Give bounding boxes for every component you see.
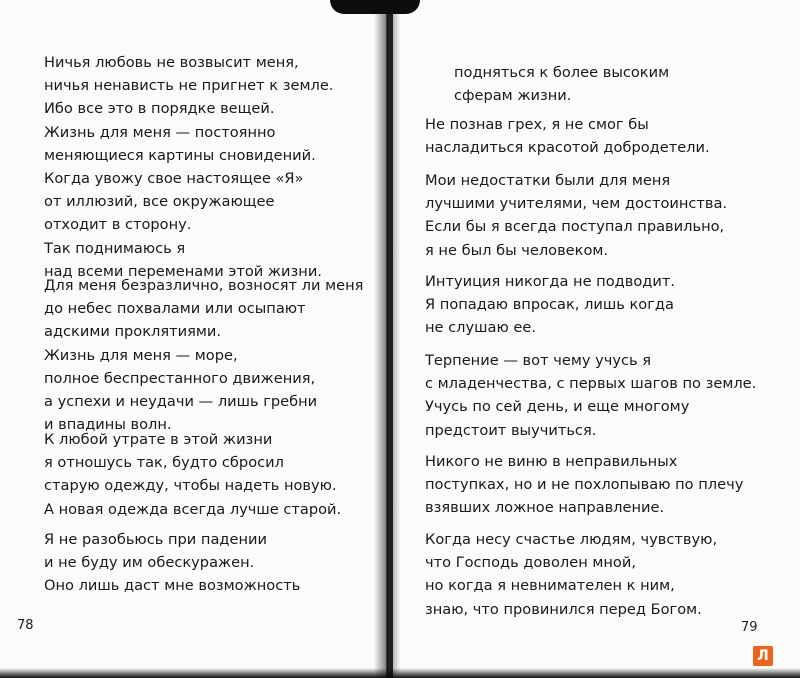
right-stanza	[425, 113, 710, 159]
poem-line: Жизнь для меня — постоянно	[44, 123, 276, 141]
poem-line: и впадины волн.	[44, 416, 172, 434]
right-stanza	[425, 270, 675, 340]
right-stanza	[454, 61, 669, 107]
poem-line: Интуиция никогда не подводит.	[425, 273, 675, 290]
poem-line: что Господь доволен мной,	[425, 554, 636, 572]
poem-line: с младенчества, с первых шагов по земле.	[425, 375, 757, 393]
poem-line: Терпение — вот чему учусь я	[425, 352, 652, 369]
poem-line: Никого не виню в неправильных	[425, 453, 678, 470]
right-stanza	[425, 450, 743, 520]
poem-line: К любой утрате в этой жизни	[44, 431, 273, 448]
poem-line: Если бы я всегда поступал правильно,	[425, 218, 725, 236]
page-number: 78	[17, 618, 34, 633]
poem-line: адскими проклятиями.	[44, 323, 222, 341]
left-stanza	[44, 51, 333, 283]
right-stanza	[425, 169, 727, 262]
left-page	[0, 0, 387, 678]
poem-line: взявших ложное направление.	[425, 499, 665, 517]
poem-line: от иллюзий, все окружающее	[44, 193, 275, 211]
poem-line: Так поднимаюсь я	[44, 239, 186, 257]
poem-line: меняющиеся картины сновидений.	[44, 146, 316, 164]
poem-line: Жизнь для меня — море,	[44, 346, 238, 364]
left-stanza	[44, 274, 363, 436]
poem-line: Я попадаю впросак, лишь когда	[425, 296, 674, 314]
poem-line: но когда я невнимателен к ним,	[425, 577, 675, 595]
poem-line: Когда несу счастье людям, чувствую,	[425, 531, 718, 548]
watermark-logo: Л	[753, 646, 773, 666]
right-page	[393, 0, 800, 678]
poem-line: Ничья любовь не возвысит меня,	[44, 54, 299, 71]
poem-line: Не познав грех, я не смог бы	[425, 116, 649, 133]
poem-line: Мои недостатки были для меня	[425, 172, 671, 189]
left-stanza	[44, 528, 300, 598]
poem-line: сферам жизни.	[454, 87, 572, 105]
poem-line: предстоит выучиться.	[425, 421, 597, 439]
poem-line: не слушаю ее.	[425, 319, 536, 337]
poem-line: я отношусь так, будто сбросил	[44, 454, 284, 472]
poem-line: Для меня безразлично, возносят ли меня	[44, 277, 364, 294]
poem-line: Оно лишь даст мне возможность	[44, 577, 301, 595]
poem-line: поступках, но и не похлопываю по плечу	[425, 476, 744, 494]
book-gutter	[374, 0, 400, 678]
poem-line: А новая одежда всегда лучше старой.	[44, 500, 342, 518]
left-stanza	[44, 428, 341, 521]
poem-line: ничья ненависть не пригнет к земле.	[44, 77, 334, 95]
right-stanza	[425, 528, 717, 621]
page-number: 79	[741, 620, 758, 635]
poem-line: а успехи и неудачи — лишь гребни	[44, 393, 318, 411]
poem-line: насладиться красотой добродетели.	[425, 139, 710, 157]
poem-line: и не буду им обескуражен.	[44, 554, 255, 572]
bottom-edge-shadow	[0, 668, 800, 678]
poem-line: лучшими учителями, чем достоинства.	[425, 195, 728, 213]
poem-line: Ибо все это в порядке вещей.	[44, 100, 275, 118]
right-stanza	[425, 349, 756, 442]
poem-line: полное беспрестанного движения,	[44, 369, 316, 387]
book-spine-shadow	[330, 0, 420, 14]
poem-line: я не был бы человеком.	[425, 241, 609, 259]
poem-line: Учусь по сей день, и еще многому	[425, 398, 690, 416]
poem-line: над всеми переменами этой жизни.	[44, 262, 322, 280]
poem-line: подняться к более высоким	[454, 64, 670, 81]
poem-line: старую одежду, чтобы надеть новую.	[44, 477, 337, 495]
poem-line: Я не разобьюсь при падении	[44, 531, 267, 548]
poem-line: знаю, что провинился перед Богом.	[425, 600, 702, 618]
poem-line: до небес похвалами или осыпают	[44, 300, 306, 318]
poem-line: Когда увожу свое настоящее «Я»	[44, 170, 304, 188]
poem-line: отходит в сторону.	[44, 216, 192, 234]
